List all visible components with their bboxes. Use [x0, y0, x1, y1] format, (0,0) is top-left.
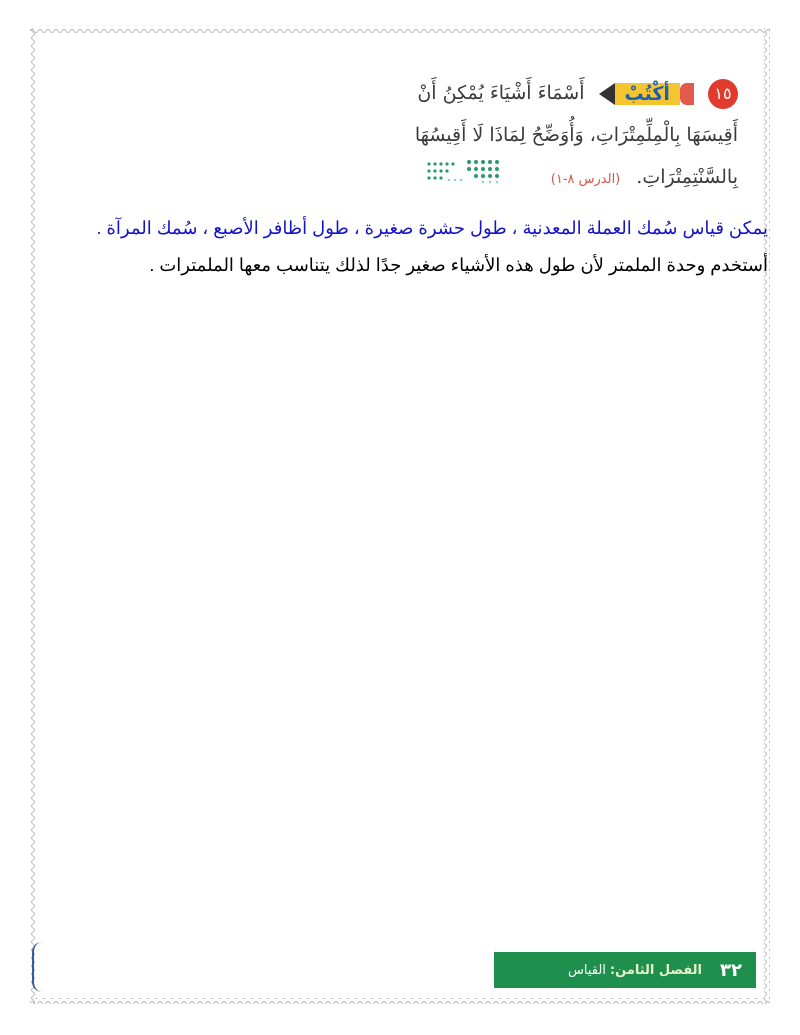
chapter-label: الفصل الثامن:: [609, 962, 703, 978]
problem-line-1: [258, 72, 738, 114]
problem-text-line-3: بِالسَّنْتِمِتْرَاتِ.: [636, 166, 738, 188]
page-number: ٣٢: [720, 959, 742, 981]
footer-chapter-bar: [494, 952, 756, 988]
lesson-reference: (الدرس ٨-١): [550, 172, 621, 187]
problem-line-2: [258, 114, 738, 156]
dots-logo-icon: [425, 157, 505, 199]
answer-paragraph-2: أستخدم وحدة الملمتر لأن طول هذه الأشياء صغير جدًا لذلك يتناسب معها الملمترات .: [149, 255, 768, 275]
problem-line-3: [258, 156, 738, 198]
problem-text-line-1: أَسْمَاءَ أَشْيَاءَ يُمْكِنُ أَنْ: [417, 82, 585, 104]
problem-text-line-2: أَقِيسَهَا بِالْمِلِّمِتْرَاتِ، وَأُوَضِّحُ لِمَاذَا لَا أَقِيسُهَا: [414, 124, 738, 146]
answer-section: [28, 216, 768, 278]
problem-number-badge: ١٥: [708, 79, 738, 109]
problem-keyword: أكْتُبْ: [615, 83, 680, 105]
answer-paragraph-1: يمكن قياس سُمك العملة المعدنية ، طول حشرة صغيرة ، طول أظافر الأصبع ، سُمك المرآة .: [96, 218, 768, 238]
problem-block: [258, 72, 738, 198]
chapter-title: القياس: [568, 962, 606, 978]
pencil-icon: [599, 80, 694, 108]
left-margin-bracket: [32, 942, 42, 992]
